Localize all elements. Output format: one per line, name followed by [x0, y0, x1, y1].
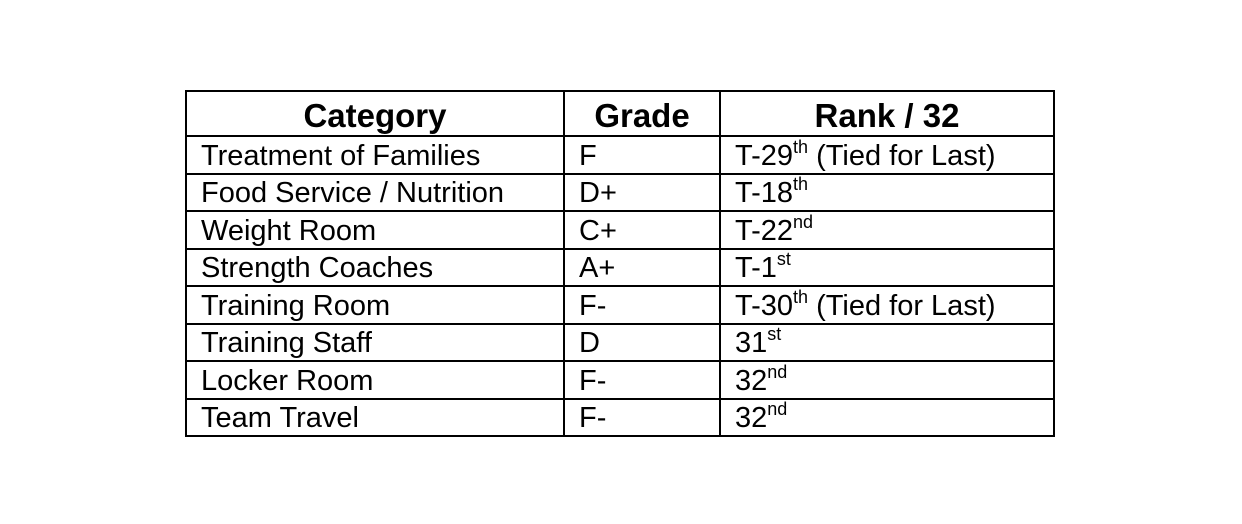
grades-table	[185, 90, 1055, 437]
table-body	[186, 136, 1054, 436]
rank-ordinal-suffix: th	[793, 174, 809, 194]
column-header-rank: Rank / 32	[720, 91, 1054, 136]
rank-ordinal-suffix: th	[793, 136, 809, 157]
table-row	[186, 286, 1054, 324]
category-cell: Team Travel	[186, 399, 564, 437]
grade-cell: F	[564, 136, 720, 174]
table-header	[186, 91, 1054, 136]
category-cell: Treatment of Families	[186, 136, 564, 174]
rank-value: 32	[735, 402, 768, 434]
rank-value: 31	[735, 327, 768, 359]
grade-cell: F-	[564, 399, 720, 437]
category-cell: Locker Room	[186, 361, 564, 399]
category-cell: Weight Room	[186, 211, 564, 249]
table-row	[186, 399, 1054, 437]
category-cell: Food Service / Nutrition	[186, 174, 564, 212]
column-header-category: Category	[186, 91, 564, 136]
rank-ordinal-suffix: th	[793, 286, 809, 307]
rank-cell	[720, 174, 1054, 212]
grade-cell: A+	[564, 249, 720, 287]
rank-value: T-22	[735, 214, 794, 247]
rank-ordinal-suffix: st	[776, 249, 791, 269]
rank-value: T-18	[735, 177, 794, 209]
table-row	[186, 174, 1054, 212]
grade-cell: F-	[564, 286, 720, 324]
rank-note: (Tied for Last)	[808, 139, 996, 172]
rank-value: 32	[735, 364, 768, 397]
category-cell: Strength Coaches	[186, 249, 564, 287]
category-cell: Training Room	[186, 286, 564, 324]
table-row	[186, 249, 1054, 287]
table-row	[186, 361, 1054, 399]
header-row	[186, 91, 1054, 136]
rank-ordinal-suffix: nd	[793, 211, 814, 232]
category-cell: Training Staff	[186, 324, 564, 362]
grade-cell: F-	[564, 361, 720, 399]
rank-value: T-29	[735, 139, 794, 172]
rank-cell	[720, 136, 1054, 174]
rank-note: (Tied for Last)	[808, 289, 996, 322]
rank-ordinal-suffix: nd	[767, 399, 788, 419]
rank-value: T-1	[735, 252, 777, 284]
rank-cell	[720, 399, 1054, 437]
rank-value: T-30	[735, 289, 794, 322]
table-row	[186, 136, 1054, 174]
rank-cell	[720, 286, 1054, 324]
table-row	[186, 211, 1054, 249]
grade-cell: D+	[564, 174, 720, 212]
column-header-grade: Grade	[564, 91, 720, 136]
table-row	[186, 324, 1054, 362]
rank-cell	[720, 324, 1054, 362]
rank-cell	[720, 211, 1054, 249]
grade-cell: C+	[564, 211, 720, 249]
rank-ordinal-suffix: nd	[767, 361, 788, 382]
rank-cell	[720, 361, 1054, 399]
rank-cell	[720, 249, 1054, 287]
grade-cell: D	[564, 324, 720, 362]
rank-ordinal-suffix: st	[767, 324, 782, 344]
